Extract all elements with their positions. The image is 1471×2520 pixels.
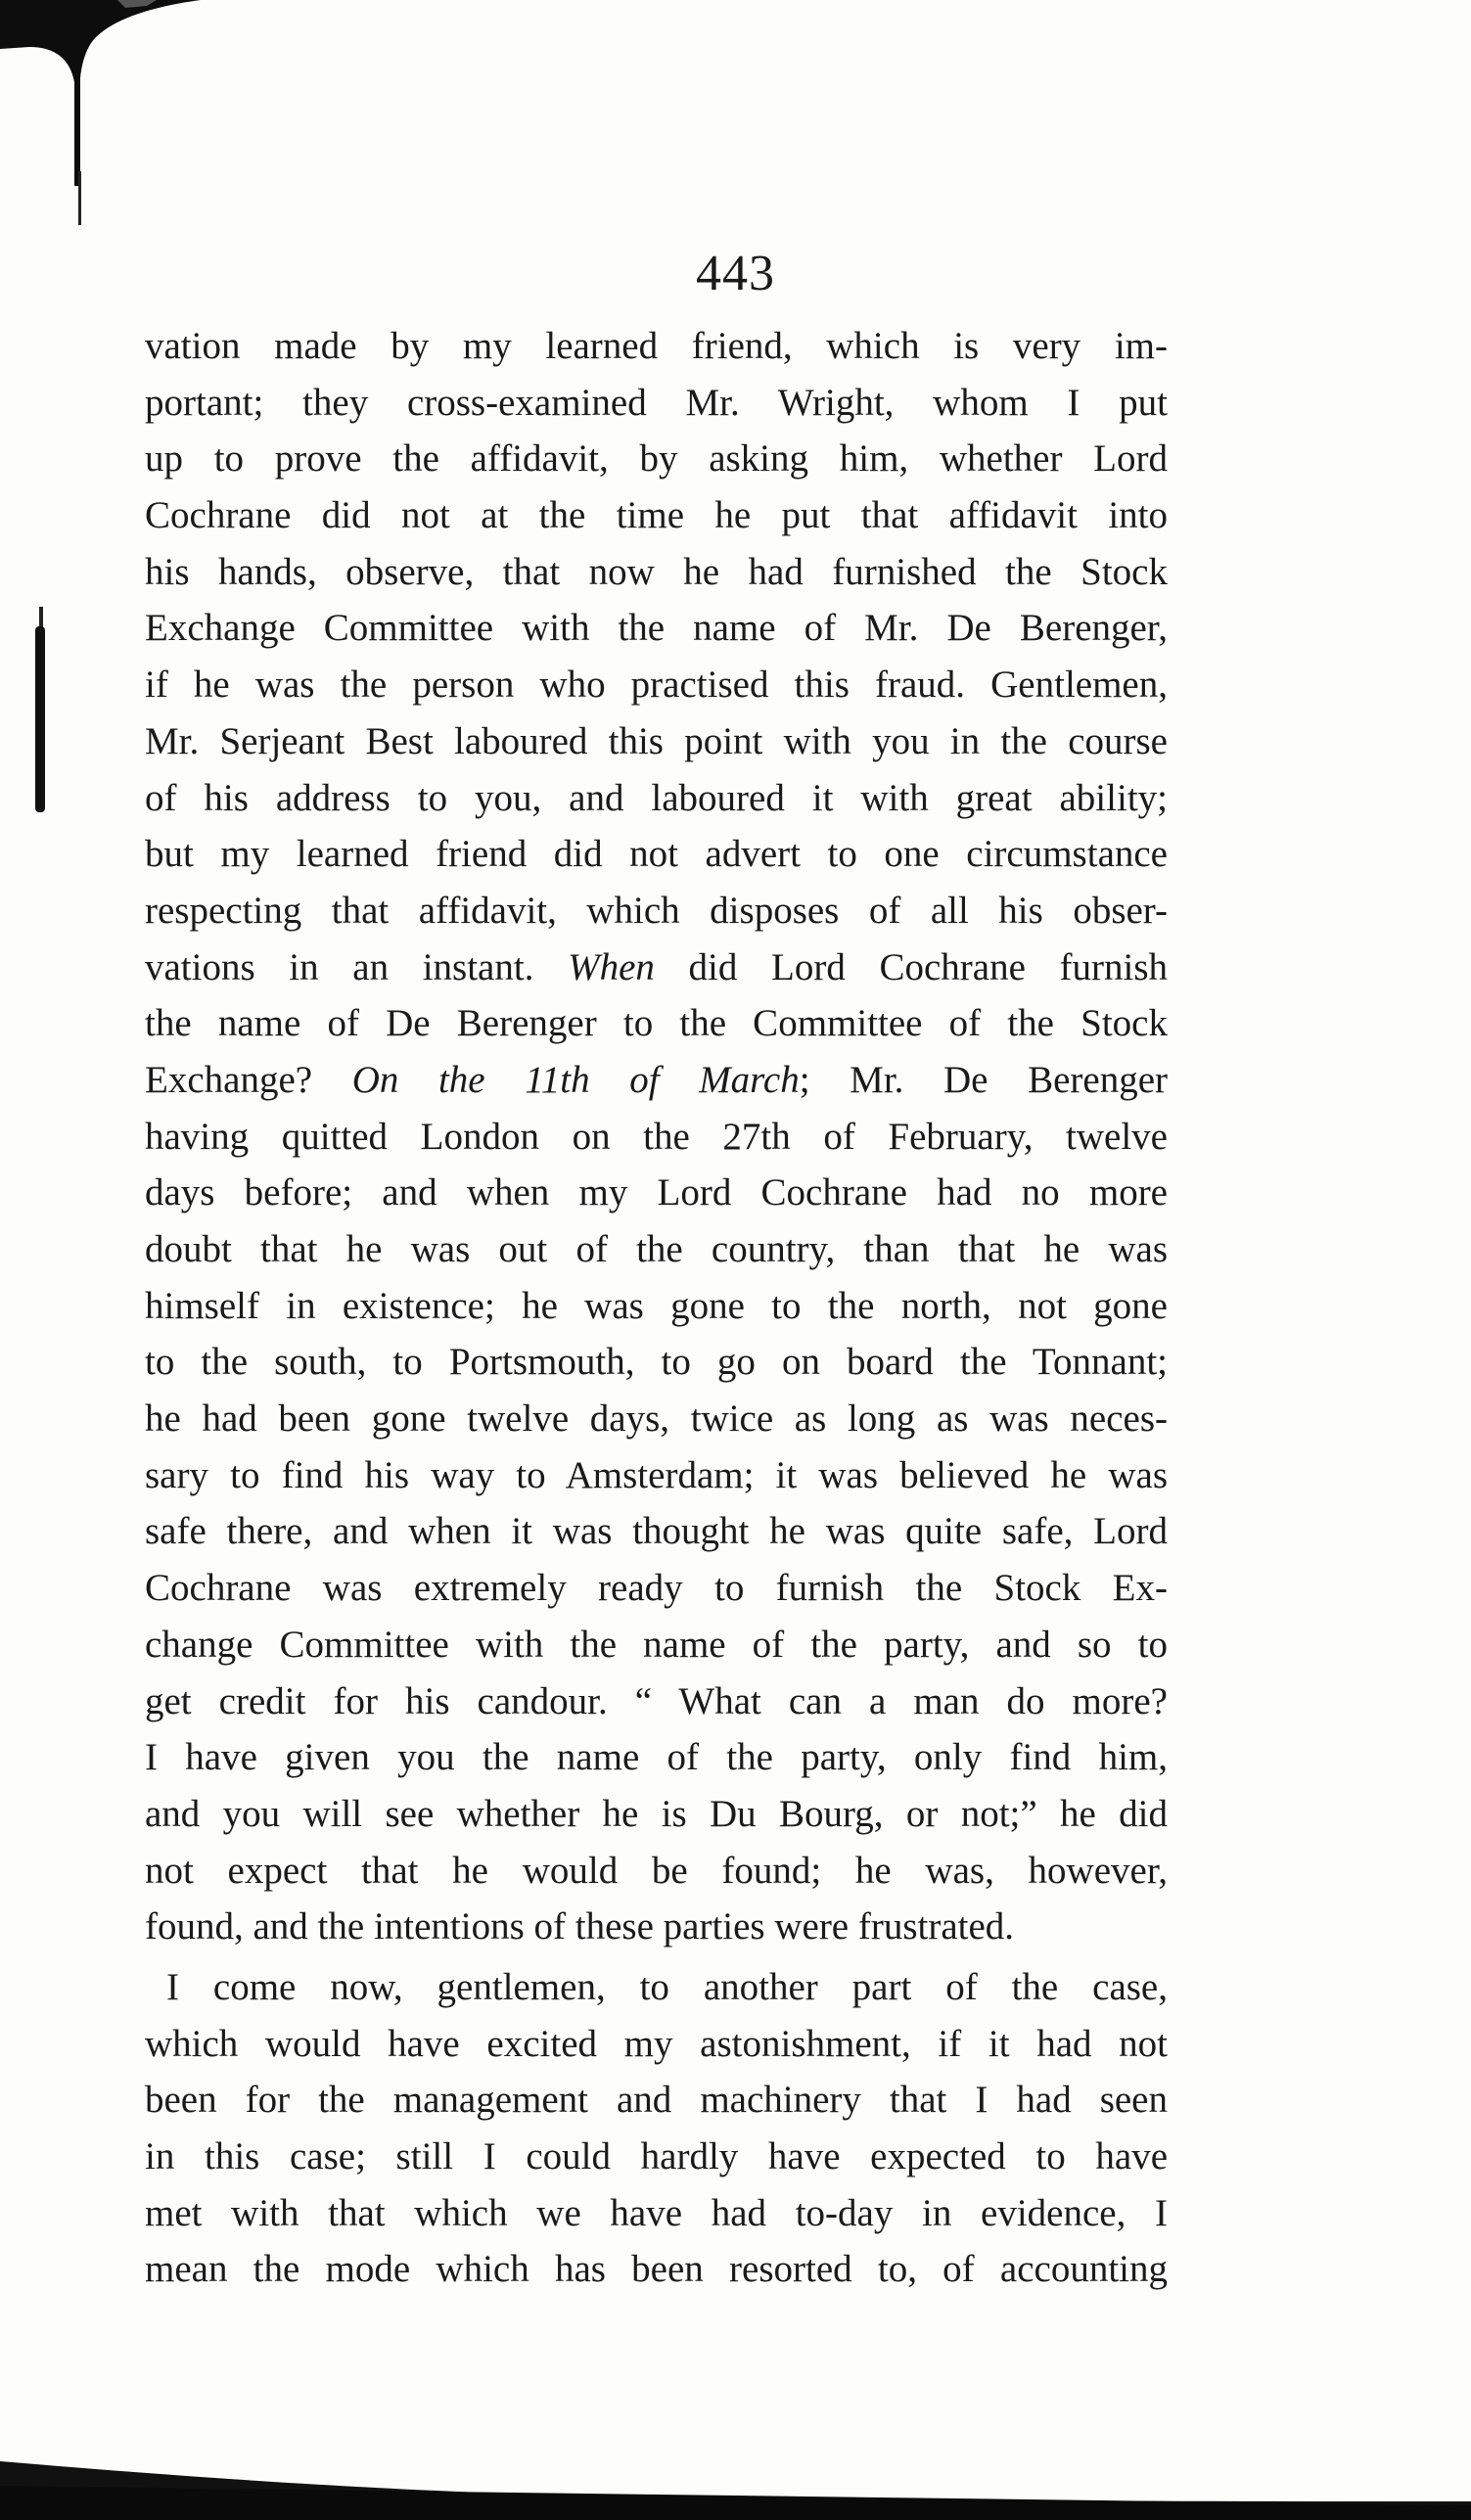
text-line: portant; they cross-examined Mr. Wright, whom I put [145, 381, 1168, 424]
text-line: he had been gone twelve days, twice as long as was neces- [145, 1397, 1168, 1441]
text-line: having quitted London on the 27th of February, twelve [145, 1115, 1168, 1158]
text-line: Mr. Serjeant Best laboured this point with you in the course [145, 719, 1168, 762]
text-line: if he was the person who practised this fraud. Gentlemen, [145, 664, 1168, 707]
text-line: himself in existence; he was gone to the north, not gone [145, 1284, 1168, 1327]
text-line: met with that which we have had to-day in evidence, I [145, 2191, 1168, 2234]
text-line: not expect that he would be found; he was, however, [145, 1849, 1168, 1892]
scan-corner-artifact [0, 0, 254, 196]
text-line: vation made by my learned friend, which is very im- [145, 325, 1168, 367]
text-line: to the south, to Portsmouth, to go on board the Tonnant; [145, 1341, 1168, 1384]
scan-margin-mark [78, 171, 81, 225]
text-line: Exchange Committee with the name of Mr. De Berenger, [145, 607, 1168, 650]
text-line: sary to find his way to Amsterdam; it was believed he was [145, 1453, 1168, 1496]
text-segment: ; Mr. De Berenger [799, 1058, 1168, 1101]
text-line: but my learned friend did not advert to one circumstance [145, 833, 1168, 876]
text-line: I come now, gentlemen, to another part of the case, [166, 1965, 1168, 2008]
text-line: of his address to you, and laboured it with great ability; [145, 776, 1168, 819]
scan-binding-shadow [35, 626, 45, 812]
text-line: doubt that he was out of the country, than that he was [145, 1228, 1168, 1270]
text-line: his hands, observe, that now he had furnished the Stock [145, 550, 1168, 593]
text-line: mean the mode which has been resorted to, of accounting [145, 2248, 1168, 2291]
page-number: 443 [696, 246, 775, 301]
text-line [145, 1052, 1168, 1109]
text-line: found, and the intentions of these parties were frustrated. [145, 1905, 1015, 1948]
text-line [145, 939, 1168, 996]
text-line: get credit for his candour. “ What can a man do more? [145, 1679, 1168, 1722]
text-line: I have given you the name of the party, only find him, [145, 1736, 1168, 1779]
text-line: Cochrane was extremely ready to furnish the Stock Ex- [145, 1567, 1168, 1610]
text-line: been for the management and machinery that I had seen [145, 2079, 1168, 2122]
italic-text: On the 11th of March [351, 1058, 800, 1101]
text-line: change Committee with the name of the party, and so to [145, 1623, 1168, 1666]
text-line: which would have excited my astonishment, if it had not [145, 2022, 1168, 2065]
text-line: days before; and when my Lord Cochrane had no more [145, 1171, 1168, 1214]
text-line: respecting that affidavit, which disposes of all his obser- [145, 889, 1168, 932]
text-line: the name of De Berenger to the Committee of the Stock [145, 1002, 1168, 1045]
text-line: in this case; still I could hardly have expected to have [145, 2135, 1168, 2177]
text-line: Cochrane did not at the time he put that affidavit into [145, 494, 1168, 537]
text-segment: did Lord Cochrane furnish [688, 945, 1169, 988]
text-line: safe there, and when it was thought he was quite safe, Lord [145, 1510, 1168, 1553]
text-segment: vations in an instant. [145, 945, 534, 988]
body-text [145, 318, 1168, 2298]
italic-text: When [568, 945, 655, 988]
text-segment: Exchange? [145, 1058, 313, 1101]
text-line: up to prove the affidavit, by asking him, whether Lord [145, 437, 1168, 481]
text-line: and you will see whether he is Du Bourg, or not;” he did [145, 1792, 1168, 1835]
